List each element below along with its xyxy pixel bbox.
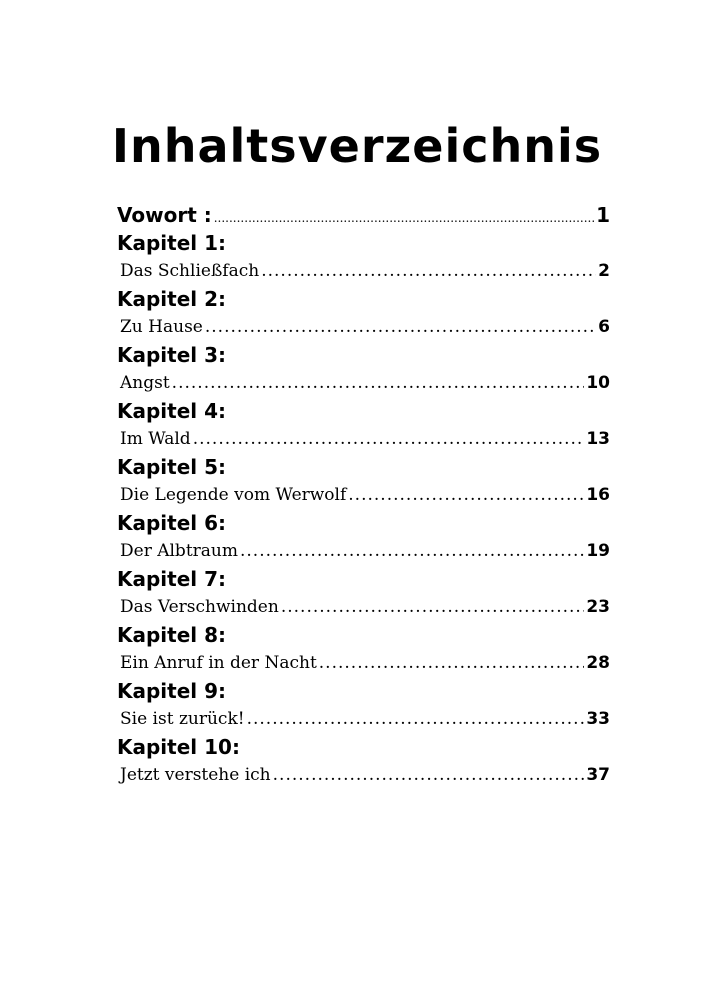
chapter-page-number: 33 xyxy=(586,709,610,729)
toc-entry xyxy=(117,536,610,566)
toc-chapter xyxy=(117,286,610,342)
toc-entry xyxy=(117,592,610,622)
chapter-title: Angst xyxy=(120,373,170,393)
dot-leader xyxy=(319,648,585,678)
chapter-title: Im Wald xyxy=(120,429,191,449)
dot-leader xyxy=(261,256,596,286)
chapter-page-number: 2 xyxy=(598,261,610,281)
dot-leader xyxy=(240,536,584,566)
chapter-page-number: 28 xyxy=(586,653,610,673)
chapter-page-number: 16 xyxy=(586,485,610,505)
toc-entry xyxy=(117,256,610,286)
chapter-page-number: 23 xyxy=(586,597,610,617)
toc-chapter xyxy=(117,734,610,790)
chapter-heading: Kapitel 6: xyxy=(117,511,227,535)
dot-leader xyxy=(193,424,585,454)
toc-entry xyxy=(117,760,610,790)
chapter-title: Der Albtraum xyxy=(120,541,238,561)
dot-leader xyxy=(172,368,585,398)
toc-entry xyxy=(117,424,610,454)
table-of-contents xyxy=(117,200,610,790)
chapter-heading: Kapitel 7: xyxy=(117,567,227,591)
chapter-heading: Kapitel 9: xyxy=(117,679,227,703)
dot-leader xyxy=(348,480,584,510)
dot-leader xyxy=(214,203,594,233)
toc-entry xyxy=(117,480,610,510)
chapter-heading: Kapitel 1: xyxy=(117,231,227,255)
chapter-heading: Kapitel 10: xyxy=(117,735,240,759)
chapter-title: Das Schließfach xyxy=(120,261,260,281)
chapter-title: Ein Anruf in der Nacht xyxy=(120,653,317,673)
toc-chapter xyxy=(117,230,610,286)
page-title: Inhaltsverzeichnis xyxy=(111,119,603,173)
chapter-heading: Kapitel 3: xyxy=(117,343,227,367)
dot-leader xyxy=(247,704,585,734)
toc-chapter xyxy=(117,510,610,566)
chapter-page-number: 19 xyxy=(586,541,610,561)
toc-entry xyxy=(117,648,610,678)
dot-leader xyxy=(273,760,585,790)
vorwort-page-number: 1 xyxy=(596,203,610,227)
chapter-list xyxy=(117,230,610,790)
vorwort-label: Vowort : xyxy=(117,203,212,227)
toc-entry xyxy=(117,368,610,398)
toc-chapter xyxy=(117,622,610,678)
chapter-heading: Kapitel 4: xyxy=(117,399,227,423)
toc-chapter xyxy=(117,342,610,398)
toc-entry xyxy=(117,312,610,342)
chapter-page-number: 10 xyxy=(586,373,610,393)
chapter-heading: Kapitel 5: xyxy=(117,455,227,479)
toc-entry xyxy=(117,704,610,734)
toc-chapter xyxy=(117,454,610,510)
dot-leader xyxy=(281,592,585,622)
chapter-title: Jetzt verstehe ich xyxy=(120,765,271,785)
toc-chapter xyxy=(117,566,610,622)
chapter-title: Zu Hause xyxy=(120,317,203,337)
chapter-heading: Kapitel 2: xyxy=(117,287,227,311)
chapter-heading: Kapitel 8: xyxy=(117,623,227,647)
dot-leader xyxy=(205,312,596,342)
chapter-title: Die Legende vom Werwolf xyxy=(120,485,347,505)
toc-entry-vorwort xyxy=(117,200,610,230)
chapter-page-number: 37 xyxy=(586,765,610,785)
chapter-title: Sie ist zurück! xyxy=(120,709,245,729)
chapter-title: Das Verschwinden xyxy=(120,597,279,617)
chapter-page-number: 6 xyxy=(598,317,610,337)
toc-chapter xyxy=(117,398,610,454)
chapter-page-number: 13 xyxy=(586,429,610,449)
toc-chapter xyxy=(117,678,610,734)
